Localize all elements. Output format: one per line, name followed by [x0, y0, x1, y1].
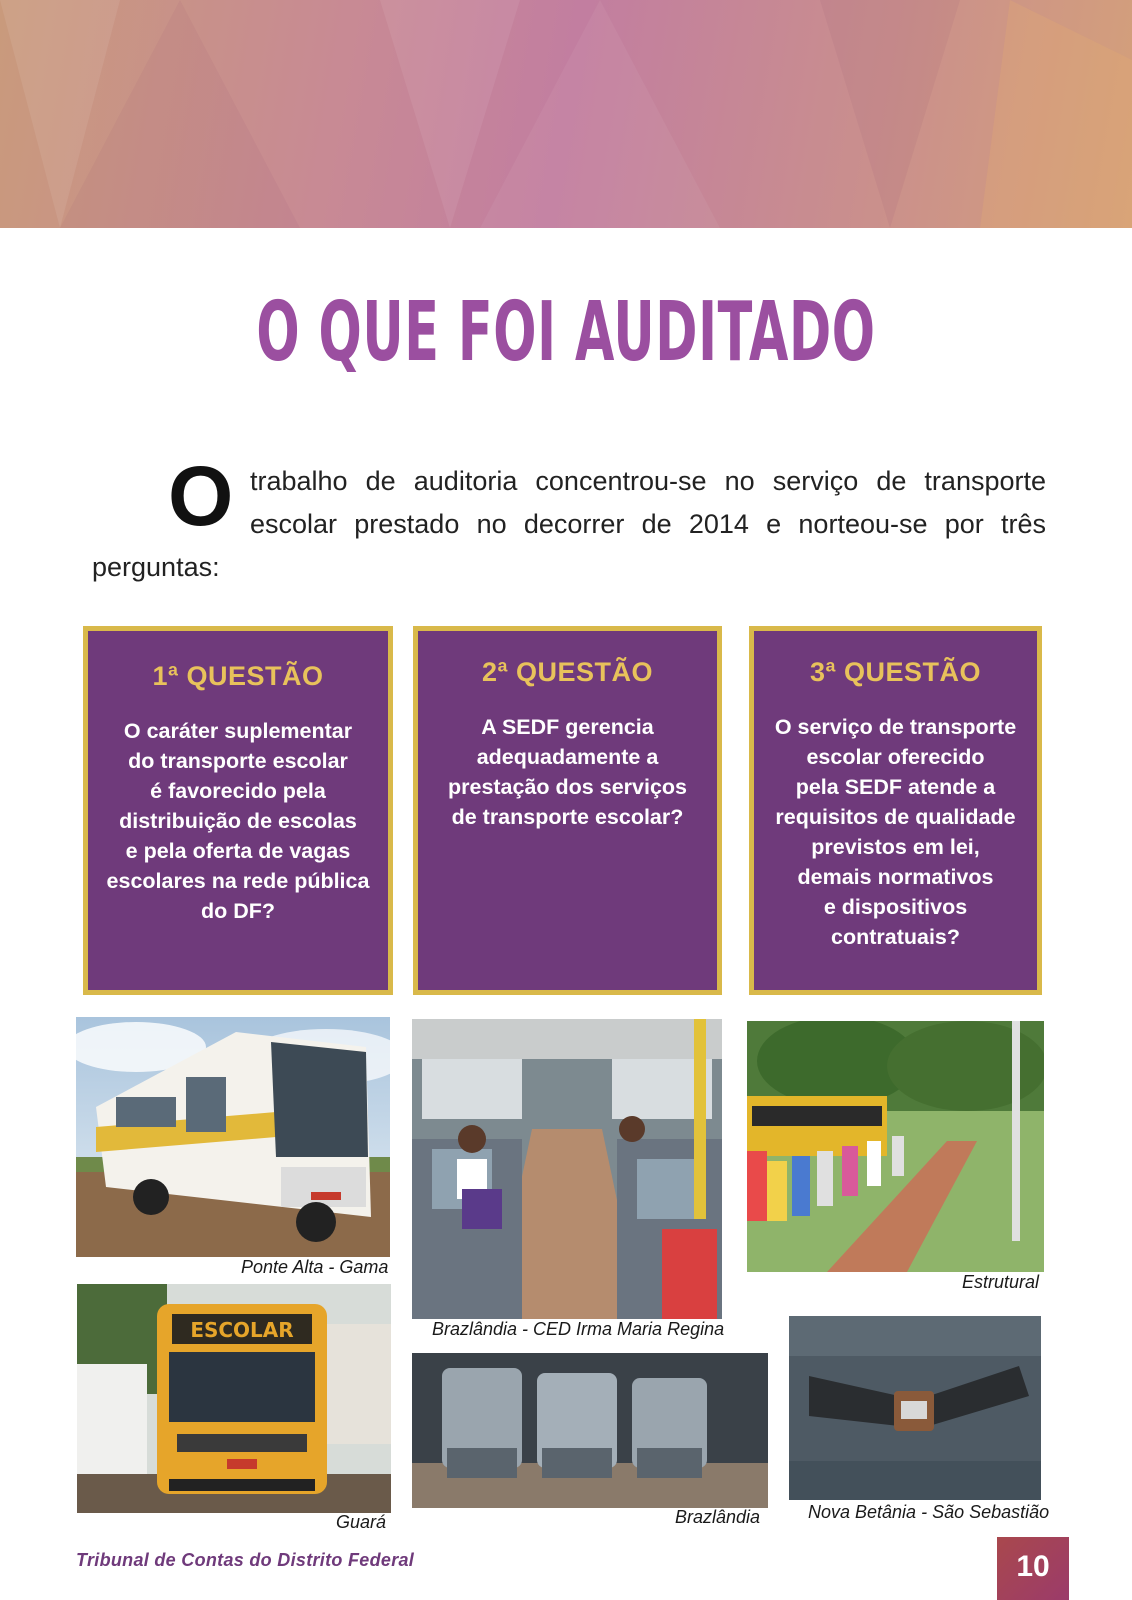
photo-seatbelt — [789, 1316, 1041, 1500]
question-line: pela SEDF atende a — [795, 775, 996, 799]
question-line: distribuição de escolas — [119, 809, 357, 833]
photo-caption: Brazlândia - CED Irma Maria Regina — [432, 1319, 725, 1339]
photo-caption: Brazlândia — [675, 1507, 761, 1527]
header-banner — [0, 0, 1132, 228]
photo-seats — [412, 1353, 768, 1508]
photo-caption: Guará — [336, 1512, 387, 1532]
question-text — [88, 716, 388, 926]
question-box-2 — [413, 626, 722, 995]
photo-children-line — [747, 1021, 1044, 1272]
footer-organization: Tribunal de Contas do Distrito Federal — [76, 1550, 415, 1570]
question-text — [754, 712, 1037, 952]
question-line: de transporte escolar? — [451, 805, 684, 829]
question-line: do transporte escolar — [128, 749, 348, 773]
photo-caption: Nova Betânia - São Sebastião — [808, 1502, 1050, 1522]
question-line: demais normativos — [797, 865, 994, 889]
intro-line: trabalho de auditoria concentrou-se no serviço de transporte — [250, 466, 1046, 496]
question-line: é favorecido pela — [150, 779, 326, 803]
question-text — [418, 712, 717, 832]
question-line: escolares na rede pública — [106, 869, 370, 893]
question-box-1 — [83, 626, 393, 995]
question-line: adequadamente a — [476, 745, 659, 769]
photo-bus-interior — [412, 1019, 722, 1319]
question-box-3 — [749, 626, 1042, 995]
photo-caption: Estrutural — [962, 1272, 1040, 1292]
question-title: 3ª QUESTÃO — [809, 657, 982, 687]
question-line: requisitos de qualidade — [775, 805, 1016, 829]
question-line: do DF? — [200, 899, 276, 923]
banner-pattern — [0, 0, 1132, 228]
question-line: A SEDF gerencia — [481, 715, 654, 739]
question-line: O caráter suplementar — [123, 719, 353, 743]
question-line: O serviço de transporte — [774, 715, 1017, 739]
page-number: 10 — [997, 1537, 1069, 1600]
photo-white-bus — [76, 1017, 390, 1257]
question-line: previstos em lei, — [811, 835, 980, 859]
intro-line: escolar prestado no decorrer de 2014 e norteou-se por três — [250, 509, 1046, 539]
intro-line: perguntas: — [92, 552, 220, 582]
photo-yellow-bus — [77, 1284, 391, 1513]
question-line: escolar oferecido — [806, 745, 985, 769]
question-title: 2ª QUESTÃO — [481, 657, 654, 687]
photo-caption: Ponte Alta - Gama — [241, 1257, 389, 1277]
bus-sign: ESCOLAR — [190, 1318, 294, 1342]
question-title: 1ª QUESTÃO — [152, 661, 324, 691]
drop-cap: O — [168, 449, 234, 543]
question-line: prestação dos serviços — [447, 775, 687, 799]
question-line: e pela oferta de vagas — [125, 839, 351, 863]
question-line: e dispositivos — [823, 895, 968, 919]
page-title: O QUE FOI AUDITADO — [256, 285, 876, 380]
question-line: contratuais? — [830, 925, 961, 949]
